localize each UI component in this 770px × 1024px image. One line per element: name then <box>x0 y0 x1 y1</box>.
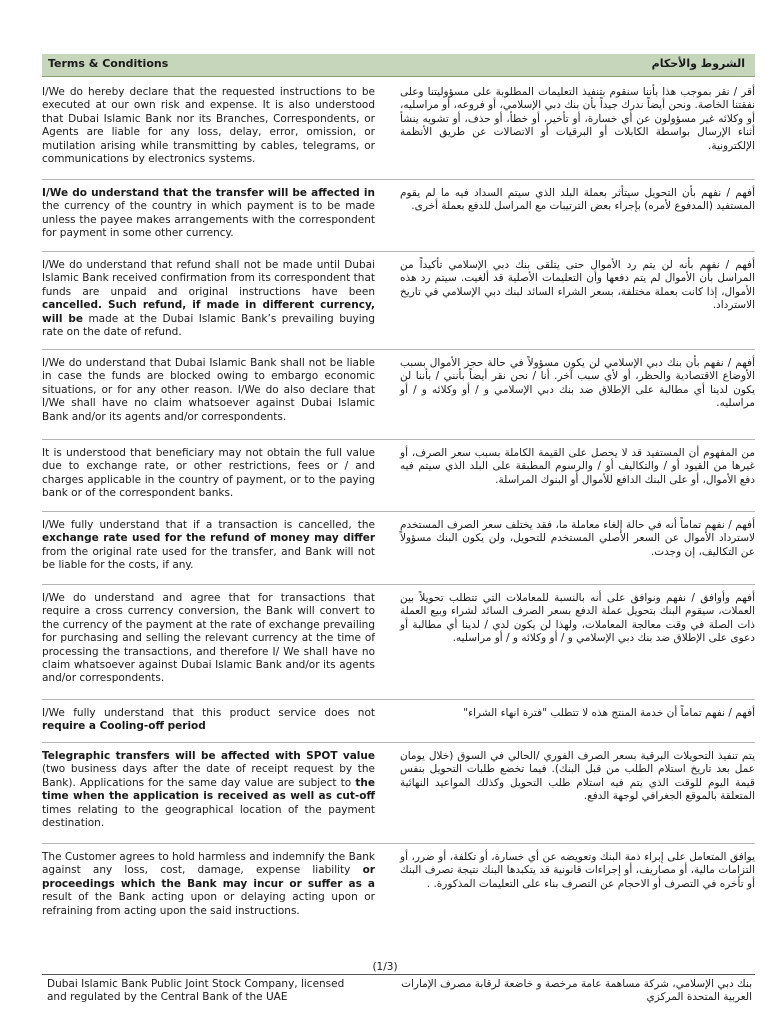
footer-legal-ar: بنك دبي الإسلامي، شركة مساهمة عامة مرخصة و خاضعة لرقابة مصرف الإمارات العربية المتحدة المركزي <box>401 978 752 1003</box>
clause-text-run: It is understood that beneficiary may not obtain the full value due to exchange rate, or other restrictions, fees or / and charges applicable in the country of payment, or to the paying bank or of the correspondent banks. <box>42 447 375 500</box>
clause-text-run: made at the Dubai Islamic Bank’s prevailing buying rate on the date of refund. <box>42 312 375 339</box>
section-title-ar: الشروط والأحكام <box>651 57 745 70</box>
clause-text-ar: أقر / نقر بموجب هذا بأننا سنقوم بتنفيذ التعليمات المطلوبة على مسؤوليتنا وعلى نفقتنا الخاصة. ونحن أيضاً ندرك جيداً بأن بنك دبي الإسلامي، أو فروعه، أو مراسليه، أو وكلائه غير مسؤولون عن أي خسارة، أو تأخير، أو خطأ، أو حذف، أو تشويه ينشأ أثناء الإرسال بواسطة الكابلات أو البرقيات أو الاتصالات عن طريق الأنظمة الإلكترونية. <box>400 86 755 152</box>
clause-text-run: I/We do understand that refund shall not be made until Dubai Islamic Bank received confirmation from its correspondent that funds are unpaid and original instructions have been <box>42 259 375 298</box>
clause-text-ar: يوافق المتعامل على إبراء ذمة البنك وتعويضه عن أي خسارة، أو تكلفة، أو ضرر، أو التزامات مالية، أو مصاريف، أو إجراءات قانونية قد يتكبدها البنك نتيجة تصرف البنك أو تأخره في التصرف أو الاحجام عن التصرف بناء على التعليمات المذكورة. . <box>400 851 755 890</box>
clause-divider <box>42 439 755 440</box>
clause-text-ar: من المفهوم أن المستفيد قد لا يحصل على القيمة الكاملة بسبب سعر الصرف، أو غيرها من القيود أو / والتكاليف أو / والرسوم المطبقة على البلد الذي سيتم فيه دفع الأموال، أو على البنك الدافع للأموال أو البنوك المراسلة. <box>400 447 755 486</box>
section-title-en: Terms & Conditions <box>48 57 169 70</box>
clause-text-ar: يتم تنفيذ التحويلات البرقية بسعر الصرف الفوري /الحالي في السوق (خلال يومان عمل بعد تاريخ استلام الطلب من قبل البنك). فيما تخضع طلبات التحويل بنفس قيمة اليوم للوقت الذي يتم فيه استلام طلب التحويل وكذلك المواعيد النهائية المتعلقة بالموقع الجغرافي لوجهة الدفع. <box>400 750 755 803</box>
clause-text-ar: أفهم / نفهم تماماً أنه في حالة إلغاء معاملة ما، فقد يختلف سعر الصرف المستخدم لاسترداد الأموال عن السعر الأصلي المستخدم للتحويل، ولن يكون البنك مسؤولاً عن التكاليف، إن وجدت. <box>400 519 755 558</box>
clause-text-run: times relating to the geographical location of the payment destination. <box>42 803 375 830</box>
section-header-bar <box>42 54 755 77</box>
clause-text-en <box>42 592 375 686</box>
clause-text-run: The Customer agrees to hold harmless and indemnify the Bank against any loss, cost, damage, expense liability <box>42 851 375 877</box>
clause-divider <box>42 179 755 180</box>
clause-text-en <box>42 851 375 918</box>
clause-text-emphasis: I/We do understand that the transfer will be affected in <box>42 187 375 199</box>
clause-divider <box>42 843 755 844</box>
clause-text-en <box>42 259 375 339</box>
clause-text-run: I/We do hereby declare that the requested instructions to be executed at our own risk and expense. It is also understood that Dubai Islamic Bank nor its Branches, Correspondents, or Agents are liable for any loss, delay, error, omission, or mutilation arising while transmitting by cables, telegrams, or communications by electronics systems. <box>42 86 375 166</box>
clause-text-en <box>42 187 375 241</box>
clause-divider <box>42 511 755 512</box>
clause-text-en <box>42 519 375 573</box>
page-number: (1/3) <box>372 961 398 973</box>
clause-text-run: from the original rate used for the transfer, and Bank will not be liable for the costs, if any. <box>42 545 375 572</box>
clause-text-en <box>42 86 375 166</box>
clause-text-en <box>42 707 375 734</box>
clause-text-emphasis: require a Cooling-off period <box>42 720 206 733</box>
clause-text-run: result of the Bank acting upon or delaying acting upon or refraining from acting upon the said instructions. <box>42 891 375 917</box>
clause-text-run: I/We do understand and agree that for transactions that require a cross currency conversion, the Bank will convert to the currency of the payment at the rate of exchange prevailing for purchasing and selling the relevant currency at the time of processing the transactions, and therefore I/ We shall have no claim whatsoever against Dubai Islamic Bank and/or its agents and/or correspondents. <box>42 592 375 685</box>
clause-text-run: (two business days after the date of receipt request by the Bank). Applications for the same day value are subject to <box>42 763 375 789</box>
footer-divider <box>42 974 755 975</box>
clause-text-run: I/We fully understand that this product service does not <box>42 707 375 719</box>
clause-text-ar: أفهم / نفهم بأن بنك دبي الإسلامي لن يكون مسؤولاً في حالة حجز الأموال بسبب الأوضاع الاقتصادية والحظر، أو لأي سبب آخر. أنا / نحن نقر أيضاً بأنني / بأننا لن يكون لدينا أي مطالبة على الإطلاق ضد بنك دبي الإسلامي و / أو وكلائه و / أو مراسليه. <box>400 357 755 410</box>
clause-divider <box>42 584 755 585</box>
footer-legal-en: Dubai Islamic Bank Public Joint Stock Company, licensed and regulated by the Central Bank of the UAE <box>47 978 345 1003</box>
clause-divider <box>42 349 755 350</box>
clause-text-emphasis: exchange rate used for the refund of money may differ <box>42 532 375 545</box>
clause-text-run: I/We fully understand that if a transaction is cancelled, the <box>42 519 375 531</box>
clause-text-ar: أفهم / نفهم بأن التحويل سيتأثر بعملة البلد الذي سيتم السداد فيه ما لم يقوم المستفيد (المدفوع لأمره) بإجراء بعض الترتيبات مع المراسل للدفع بعملة أخرى. <box>400 187 755 213</box>
clause-text-en <box>42 447 375 501</box>
clause-text-emphasis: the time when the application is received as well as cut-off <box>42 776 375 803</box>
clause-text-emphasis: cancelled. Such refund, if made in different currency, will be <box>42 299 375 325</box>
clause-divider <box>42 742 755 743</box>
clause-text-run: I/We do understand that Dubai Islamic Bank shall not be liable in case the funds are blocked owing to embargo economic situations, or for any other reason. I/We do also declare that I/We shall have no claim whatsoever against Dubai Islamic Bank and/or its agents and/or correspondents. <box>42 357 375 423</box>
clause-text-emphasis: or proceedings which the Bank may incur or suffer as a <box>42 864 375 890</box>
clause-divider <box>42 699 755 700</box>
clause-text-ar: أفهم وأوافق / نفهم ونوافق على أنه بالنسبة للمعاملات التي تتطلب تحويلاً بين العملات، سيقوم البنك بتحويل عملة الدفع بسعر الصرف السائد لشراء وبيع العملة ذات الصلة في وقت معالجة المعاملات، ولهذا لن يكون لدي / لدينا أي مطالبة أو دعوى على الإطلاق ضد بنك دبي الإسلامي و / أو وكلائه و / أو مراسليه. <box>400 592 755 645</box>
clause-text-en <box>42 750 375 830</box>
clause-text-ar: أفهم / نفهم بأنه لن يتم رد الأموال حتى يتلقى بنك دبي الإسلامي تأكيداً من المراسل بأن الأموال لم يتم دفعها وأن التعليمات الأصلية قد ألغيت. سيتم رد هذه الأموال، إذا كانت بعملة مختلفة، بسعر الشراء السائد لبنك دبي الإسلامي في تاريخ الاسترداد. <box>400 259 755 312</box>
clause-text-emphasis: Telegraphic transfers will be affected with SPOT value <box>42 750 375 762</box>
clause-divider <box>42 251 755 252</box>
clause-text-run: the currency of the country in which payment is to be made unless the payee makes arrangements with the correspondent for payment in some other currency. <box>42 200 375 240</box>
clause-text-ar: أفهم / نفهم تماماً أن خدمة المنتج هذه لا تتطلب "فترة انهاء الشراء" <box>463 707 755 719</box>
clause-text-en <box>42 357 375 424</box>
